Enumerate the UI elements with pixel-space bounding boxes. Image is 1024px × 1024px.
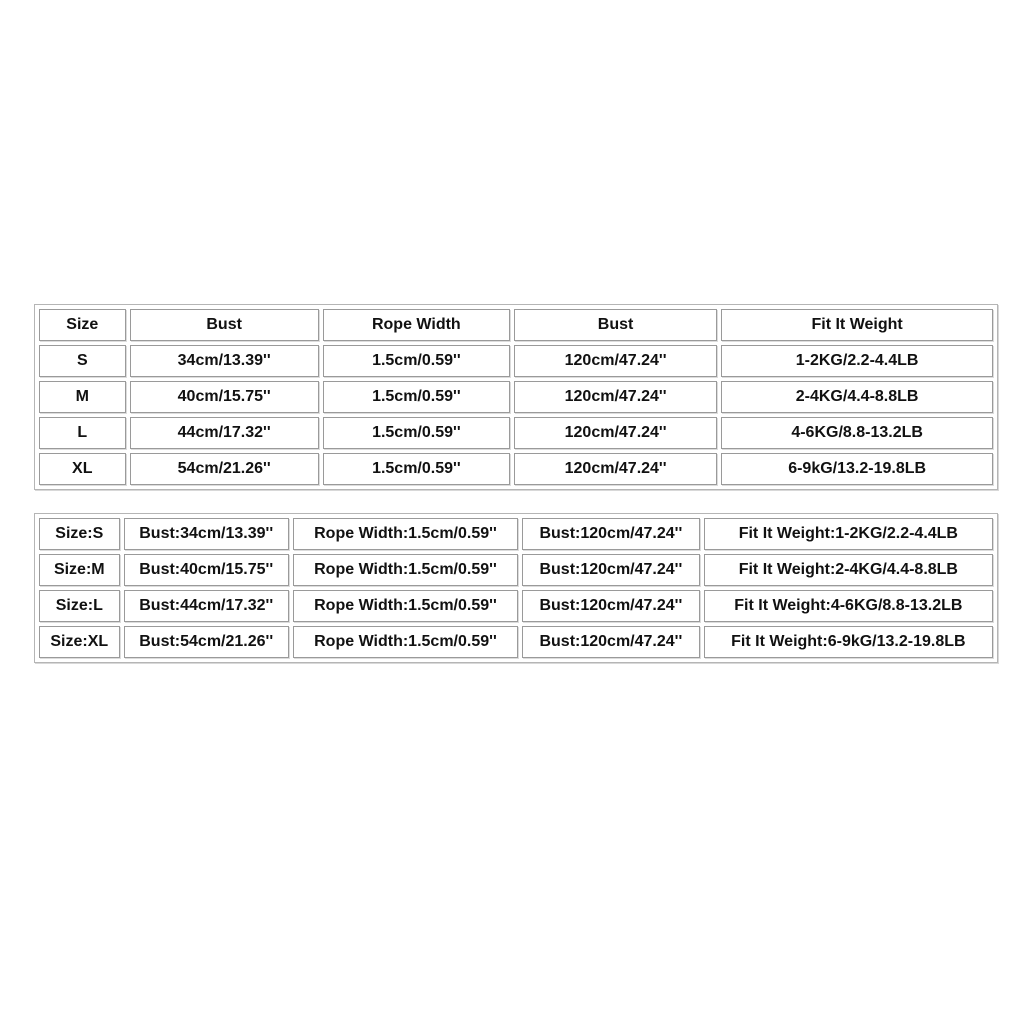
cell-bust-2: Bust:120cm/47.24'' [522, 590, 700, 622]
cell-bust: 54cm/21.26'' [130, 453, 319, 485]
cell-rope-width: Rope Width:1.5cm/0.59'' [293, 554, 518, 586]
cell-rope-width: 1.5cm/0.59'' [323, 453, 510, 485]
cell-fit-weight: 2-4KG/4.4-8.8LB [721, 381, 993, 413]
cell-size: L [39, 417, 126, 449]
cell-fit-weight: Fit It Weight:6-9kG/13.2-19.8LB [704, 626, 993, 658]
cell-bust-2: Bust:120cm/47.24'' [522, 626, 700, 658]
cell-bust: Bust:54cm/21.26'' [124, 626, 289, 658]
header-rope-width: Rope Width [323, 309, 510, 341]
cell-size: Size:M [39, 554, 120, 586]
table-row [39, 381, 993, 413]
cell-bust-2: 120cm/47.24'' [514, 381, 717, 413]
cell-bust-2: Bust:120cm/47.24'' [522, 518, 700, 550]
cell-rope-width: Rope Width:1.5cm/0.59'' [293, 626, 518, 658]
cell-bust-2: Bust:120cm/47.24'' [522, 554, 700, 586]
cell-bust: Bust:44cm/17.32'' [124, 590, 289, 622]
cell-size: M [39, 381, 126, 413]
cell-fit-weight: Fit It Weight:1-2KG/2.2-4.4LB [704, 518, 993, 550]
table-row [39, 518, 993, 550]
cell-rope-width: 1.5cm/0.59'' [323, 345, 510, 377]
header-size: Size [39, 309, 126, 341]
table-row [39, 554, 993, 586]
cell-size: S [39, 345, 126, 377]
cell-fit-weight: Fit It Weight:4-6KG/8.8-13.2LB [704, 590, 993, 622]
header-fit-weight: Fit It Weight [721, 309, 993, 341]
table-row [39, 417, 993, 449]
cell-bust: Bust:34cm/13.39'' [124, 518, 289, 550]
table-header-row [39, 309, 993, 341]
cell-fit-weight: Fit It Weight:2-4KG/4.4-8.8LB [704, 554, 993, 586]
cell-size: Size:XL [39, 626, 120, 658]
size-chart-table [34, 304, 998, 490]
cell-bust: 40cm/15.75'' [130, 381, 319, 413]
cell-rope-width: 1.5cm/0.59'' [323, 417, 510, 449]
cell-bust-2: 120cm/47.24'' [514, 345, 717, 377]
cell-bust: Bust:40cm/15.75'' [124, 554, 289, 586]
cell-fit-weight: 4-6KG/8.8-13.2LB [721, 417, 993, 449]
table-row [39, 345, 993, 377]
cell-size: XL [39, 453, 126, 485]
size-chart-labeled-table [34, 513, 998, 663]
cell-bust: 34cm/13.39'' [130, 345, 319, 377]
cell-bust-2: 120cm/47.24'' [514, 417, 717, 449]
table-row [39, 590, 993, 622]
cell-rope-width: 1.5cm/0.59'' [323, 381, 510, 413]
cell-fit-weight: 6-9kG/13.2-19.8LB [721, 453, 993, 485]
cell-size: Size:S [39, 518, 120, 550]
cell-bust: 44cm/17.32'' [130, 417, 319, 449]
table-row [39, 453, 993, 485]
cell-rope-width: Rope Width:1.5cm/0.59'' [293, 518, 518, 550]
header-bust: Bust [130, 309, 319, 341]
cell-rope-width: Rope Width:1.5cm/0.59'' [293, 590, 518, 622]
cell-bust-2: 120cm/47.24'' [514, 453, 717, 485]
cell-size: Size:L [39, 590, 120, 622]
cell-fit-weight: 1-2KG/2.2-4.4LB [721, 345, 993, 377]
header-bust-2: Bust [514, 309, 717, 341]
table-row [39, 626, 993, 658]
